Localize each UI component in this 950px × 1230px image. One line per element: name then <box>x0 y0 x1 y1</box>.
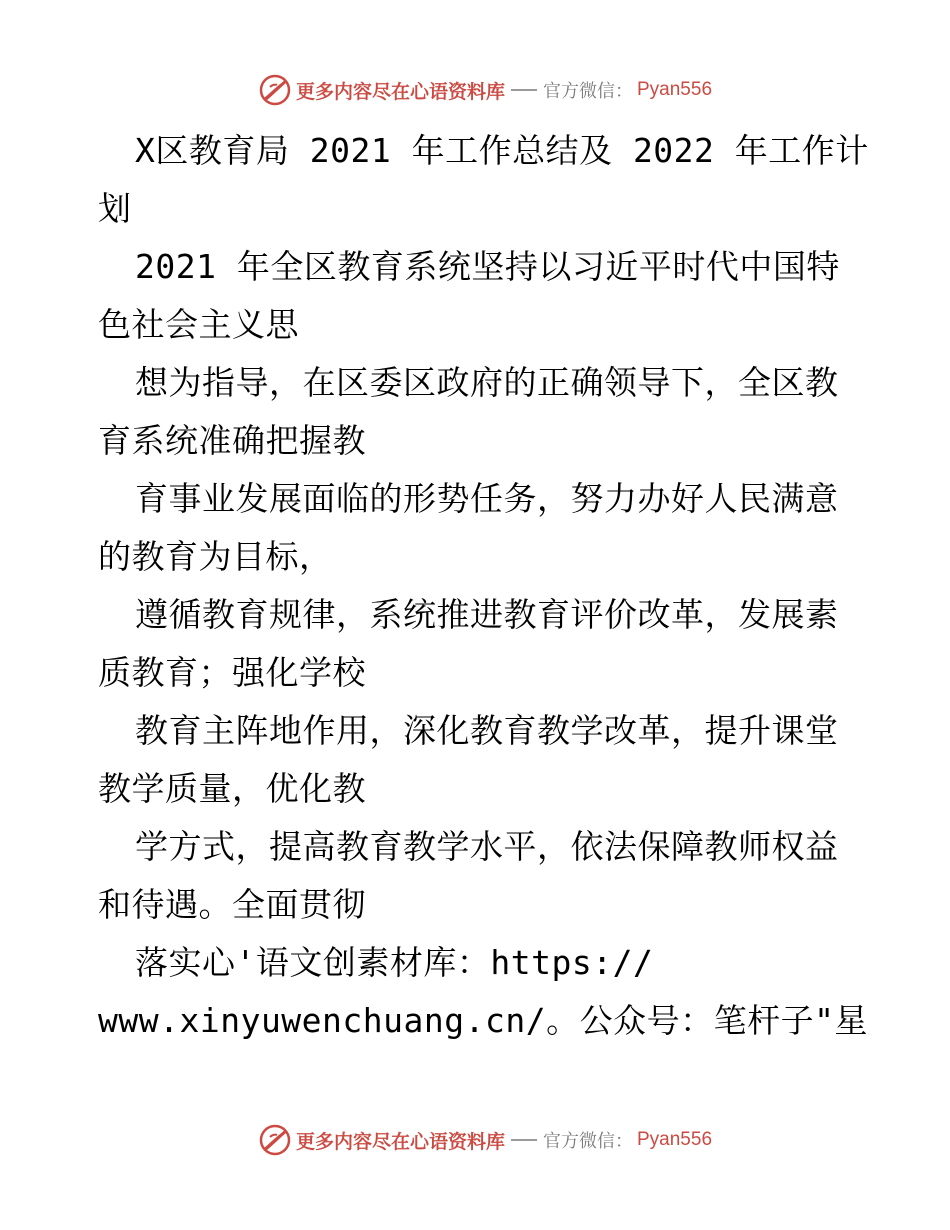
header-banner <box>0 70 950 110</box>
banner-wechat-label: 官方微信： <box>543 1131 633 1152</box>
banner-wechat-id: Pyan556 <box>637 79 713 100</box>
paragraph-line: 教育主阵地作用，深化教育教学改革，提升课堂 <box>135 711 839 750</box>
document-title-line-1: X区教育局 2021 年工作总结及 2022 年工作计 <box>135 131 869 170</box>
header-banner-content <box>258 73 712 107</box>
paragraph-line: www.xinyuwenchuang.cn/。公众号：笔杆子"星 <box>98 1001 868 1040</box>
banner-wechat-id: Pyan556 <box>637 1129 713 1150</box>
paragraph-line: 育系统准确把握教 <box>98 421 366 460</box>
pen-logo-icon <box>258 1123 292 1157</box>
paragraph-line: 质教育；强化学校 <box>98 653 366 692</box>
paragraph-line: 落实心'语文创素材库：https:// <box>135 943 654 982</box>
paragraph-line: 育事业发展面临的形势任务，努力办好人民满意 <box>135 479 839 518</box>
paragraph-line: 的教育为目标， <box>98 537 333 576</box>
document-title-line-2: 划 <box>98 189 132 228</box>
paragraph-line: 想为指导，在区委区政府的正确领导下，全区教 <box>135 363 839 402</box>
banner-dash <box>511 1139 537 1141</box>
paragraph-line: 学方式，提高教育教学水平，依法保障教师权益 <box>135 827 839 866</box>
pen-logo-icon <box>258 73 292 107</box>
document-body <box>98 122 869 1050</box>
banner-dash <box>511 89 537 91</box>
paragraph-line: 教学质量，优化教 <box>98 769 366 808</box>
banner-brand-text: 更多内容尽在心语资料库 <box>295 80 505 103</box>
banner-wechat-label: 官方微信： <box>543 81 633 102</box>
banner-brand-text: 更多内容尽在心语资料库 <box>295 1130 505 1153</box>
paragraph-line: 色社会主义思 <box>98 305 299 344</box>
paragraph-line: 2021 年全区教育系统坚持以习近平时代中国特 <box>135 247 840 286</box>
paragraph-line: 遵循教育规律，系统推进教育评价改革，发展素 <box>135 595 839 634</box>
footer-banner-content <box>258 1123 712 1157</box>
footer-banner <box>0 1120 950 1160</box>
paragraph-line: 和待遇。全面贯彻 <box>98 885 366 924</box>
